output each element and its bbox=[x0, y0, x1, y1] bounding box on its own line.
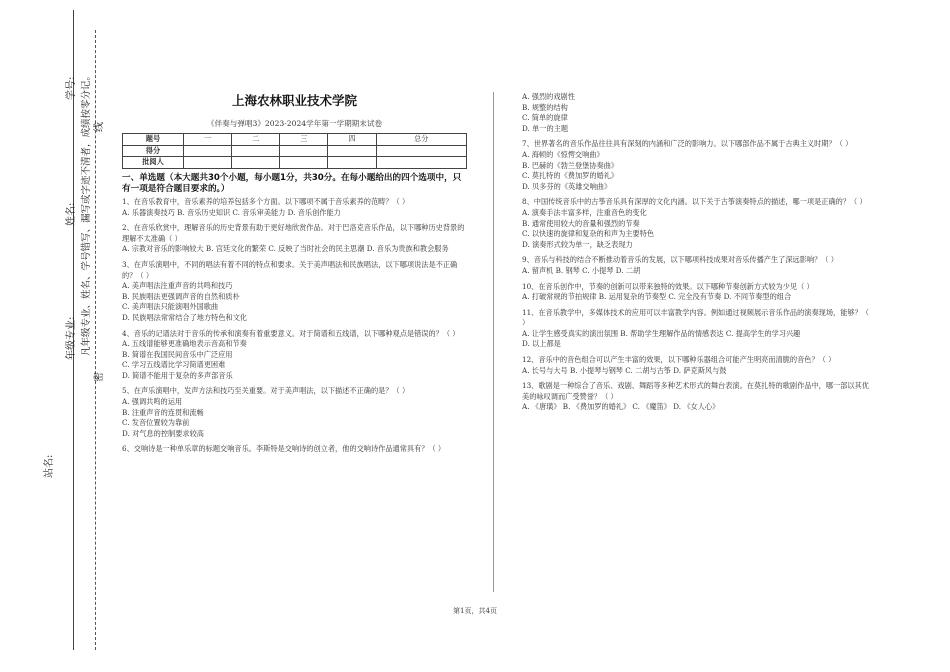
score-cell[interactable] bbox=[280, 145, 328, 157]
score-table-header: 总分 bbox=[376, 134, 466, 146]
option: C. 莫扎特的《费加罗的婚礼》 bbox=[522, 171, 619, 181]
right-question-list bbox=[522, 139, 872, 413]
grader-cell[interactable] bbox=[232, 157, 280, 169]
score-cell[interactable] bbox=[376, 145, 466, 157]
question bbox=[122, 444, 467, 455]
option: A. 打破常规的节拍规律 B. 运用复杂的节奏型 C. 完全没有节奏 D. 不同节奏型的组合 bbox=[522, 292, 792, 302]
grader-cell[interactable] bbox=[184, 157, 232, 169]
grader-cell[interactable] bbox=[328, 157, 376, 169]
student-id-label: 学号: bbox=[66, 76, 77, 100]
question bbox=[122, 197, 467, 218]
option: A. 强烈的戏剧性 bbox=[522, 92, 575, 101]
option: C. 简单的旋律 bbox=[522, 113, 568, 123]
question bbox=[522, 255, 872, 276]
question-stem: 3、在声乐演唱中，不同的唱法有着不同的特点和要求。关于美声唱法和民族唱法，以下哪项说法是不正确的？（ ） bbox=[122, 259, 458, 280]
class-label: 年级专业: bbox=[66, 316, 77, 360]
option: D. 演奏形式较为单一，缺乏表现力 bbox=[522, 239, 633, 249]
question bbox=[522, 197, 872, 250]
question bbox=[122, 223, 467, 255]
school-title: 上海农林职业技术学院 bbox=[231, 93, 357, 108]
option: B. 巴赫的《勃兰登堡协奏曲》 bbox=[522, 160, 619, 170]
question-stem: 10、在音乐创作中，节奏的创新可以带来独特的效果。以下哪种节奏创新方式较为少见（ ） bbox=[522, 281, 814, 291]
option: D. 民族唱法常常结合了地方特色和文化 bbox=[122, 312, 248, 322]
option: B. 规整的结构 bbox=[522, 102, 568, 112]
option: D. 贝多芬的《英雄交响曲》 bbox=[522, 181, 612, 191]
question bbox=[522, 282, 872, 303]
option: C. 美声唱法只能演唱外国歌曲 bbox=[122, 302, 219, 312]
option: A. 五线谱能够更准确地表示音高和节奏 bbox=[122, 339, 247, 349]
page-footer: 第1页，共4页 bbox=[453, 607, 497, 615]
option: A. 美声唱法注重声音的共鸣和技巧 bbox=[122, 281, 233, 291]
score-cell[interactable] bbox=[184, 145, 232, 157]
option: D. 以上都是 bbox=[522, 339, 561, 349]
option: A. 强调共鸣的运用 bbox=[122, 397, 183, 407]
question bbox=[122, 386, 467, 439]
question-stem: 12、音乐中的音色组合可以产生丰富的效果，以下哪种乐器组合可能产生明亮而清脆的音色？（ ） bbox=[522, 355, 836, 365]
option: C. 发音位置较为靠前 bbox=[122, 418, 190, 428]
option: C. 学习五线谱比学习简谱更困难 bbox=[122, 360, 226, 370]
option: B. 民族唱法更强调声音的自然和质朴 bbox=[122, 291, 240, 301]
score-table-header: 二 bbox=[232, 134, 280, 146]
option: A. 让学生感受真实的演出氛围 B. 帮助学生理解作品的情感表达 C. 提高学生的学习兴趣 bbox=[522, 328, 801, 338]
left-column bbox=[122, 93, 467, 460]
question bbox=[522, 308, 872, 350]
grader-row-label: 批阅人 bbox=[123, 157, 184, 169]
score-table-header: 题号 bbox=[123, 134, 184, 146]
question bbox=[122, 329, 467, 382]
option: A. 乐器演奏技巧 B. 音乐历史知识 C. 音乐审美能力 D. 音乐创作能力 bbox=[122, 207, 341, 217]
section-title: 一、单选题（本大题共30个小题，每小题1分，共30分。在每小题给出的四个选项中，只有一项是符合题目要求的。） bbox=[122, 172, 462, 195]
name-label: 姓名: bbox=[66, 202, 77, 226]
option: D. 单一的主题 bbox=[522, 123, 569, 133]
binding-notice: 凡年级专业、姓名、学号错写、漏写或字迹不清者，成绩按零分记。 bbox=[81, 70, 92, 356]
score-table-header-row bbox=[123, 134, 467, 146]
option: A. 《唐璜》 B. 《费加罗的婚礼》 C. 《魔笛》 D. 《女人心》 bbox=[522, 402, 720, 412]
score-cell[interactable] bbox=[328, 145, 376, 157]
column-divider bbox=[493, 92, 494, 592]
option: B. 简谱在我国民间音乐中广泛应用 bbox=[122, 349, 233, 359]
score-table bbox=[122, 133, 467, 169]
score-table-header: 一 bbox=[184, 134, 232, 146]
option: D. 对气息的控制要求较高 bbox=[122, 428, 204, 438]
option: A. 宗教对音乐的影响较大 B. 宫廷文化的繁荣 C. 反映了当时社会的民主思潮 D. 音乐为贵族和教会服务 bbox=[122, 244, 449, 254]
grader-cell[interactable] bbox=[280, 157, 328, 169]
question-stem: 4、音乐的记谱法对于音乐的传承和演奏有着重要意义。对于简谱和五线谱，以下哪种观点是错误的？（ ） bbox=[122, 328, 460, 338]
right-column bbox=[522, 92, 872, 418]
seal-line-top-mark: 线 bbox=[94, 122, 105, 132]
score-row-label: 得分 bbox=[123, 145, 184, 157]
question-stem: 13、歌剧是一种综合了音乐、戏剧、舞蹈等多种艺术形式的舞台表演。在莫扎特的歌剧作品中，哪一部以其优美的咏叹调而广受赞誉？（ ） bbox=[522, 381, 869, 401]
question-stem: 11、在音乐教学中，多媒体技术的应用可以丰富教学内容。例如通过视频展示音乐作品的演奏现场，能够？（ ） bbox=[522, 307, 869, 328]
question-stem: 1、在音乐教育中，音乐素养的培养包括多个方面。以下哪项不属于音乐素养的范畴？（ ） bbox=[122, 196, 410, 206]
question-stem: 6、交响诗是一种单乐章的标题交响音乐。李斯特是交响诗的创立者，他的交响诗作品通常具有？（ ） bbox=[122, 444, 446, 454]
option: A. 演奏手法丰富多样，注重音色的变化 bbox=[522, 207, 647, 217]
binding-margin bbox=[0, 0, 110, 672]
score-table-header: 四 bbox=[328, 134, 376, 146]
score-table-header: 三 bbox=[280, 134, 328, 146]
option: B. 通常使用较大的音量和强烈的节奏 bbox=[522, 218, 640, 228]
grader-row bbox=[123, 157, 467, 169]
question-stem: 2、在音乐欣赏中，理解音乐的历史背景有助于更好地欣赏作品。对于巴洛克音乐作品，以下哪种历史背景的理解不太准确（ ） bbox=[122, 223, 465, 243]
question-stem: 9、音乐与科技的结合不断推动着音乐的发展，以下哪项科技成果对音乐传播产生了深远影响？（ ） bbox=[522, 255, 838, 265]
grader-cell[interactable] bbox=[376, 157, 466, 169]
option: A. 长号与大号 B. 小提琴与钢琴 C. 二胡与古筝 D. 萨克斯风与鼓 bbox=[522, 365, 727, 375]
seal-line-bottom-mark: 密 bbox=[94, 372, 105, 382]
option: A. 海顿的《惊愕交响曲》 bbox=[522, 149, 604, 159]
question bbox=[522, 355, 872, 376]
question-6-options bbox=[522, 92, 872, 134]
question bbox=[122, 260, 467, 324]
score-row bbox=[123, 145, 467, 157]
option: C. 以快速的旋律和复杂的和声为主要特色 bbox=[522, 229, 655, 239]
left-question-list bbox=[122, 197, 467, 455]
venue-label: 站名: bbox=[44, 454, 55, 478]
exam-title: 《伴奏与弹唱3》2023-2024学年第一学期期末试卷 bbox=[206, 118, 383, 128]
question-stem: 5、在声乐演唱中，发声方法和技巧至关重要。对于美声唱法，以下描述不正确的是？（ ） bbox=[122, 386, 410, 396]
question-stem: 7、世界著名的音乐作品往往具有深刻的内涵和广泛的影响力。以下哪部作品不属于古典主义时期？（ ） bbox=[522, 139, 853, 149]
option: A. 留声机 B. 钢琴 C. 小提琴 D. 二胡 bbox=[522, 265, 641, 275]
question-stem: 8、中国传统音乐中的古筝音乐具有深厚的文化内涵。以下关于古筝演奏特点的描述，哪一项是正确的？（ ） bbox=[522, 197, 867, 207]
option: D. 简谱不能用于复杂的多声部音乐 bbox=[122, 370, 233, 380]
question bbox=[522, 381, 872, 413]
question bbox=[522, 139, 872, 192]
option: B. 注重声音的连贯和流畅 bbox=[122, 407, 204, 417]
score-cell[interactable] bbox=[232, 145, 280, 157]
